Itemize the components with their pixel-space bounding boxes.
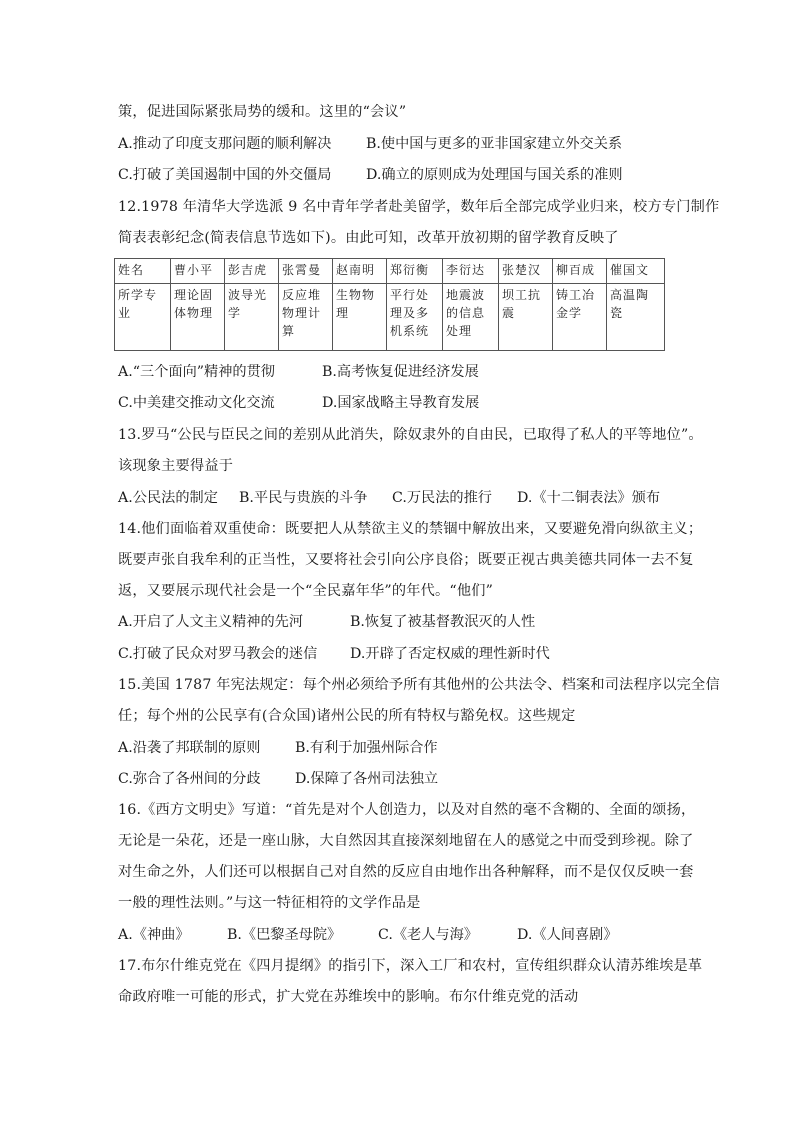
- q13-option-d: D.《十二铜表法》颁布: [517, 490, 661, 506]
- q12-option-b: B.高考恢复促进经济发展: [322, 364, 479, 380]
- q16-option-a: A.《神曲》: [118, 927, 190, 943]
- q12-option-c: C.中美建交推动文化交流: [118, 395, 275, 411]
- q15-stem-line-1: 15.美国 1787 年宪法规定：每个州必须给予所有其他州的公共法令、档案和司法程序以完全信: [118, 677, 720, 693]
- table-cell: 张霄曼: [279, 259, 333, 284]
- q13-option-a: A.公民法的制定: [118, 490, 218, 506]
- table-cell: 姓名: [115, 259, 171, 284]
- q12-stem-line-1: 12.1978 年清华大学选派 9 名中青年学者赴美留学，数年后全部完成学业归来，校方专门制作: [118, 199, 720, 215]
- q16-option-b: B.《巴黎圣母院》: [227, 927, 342, 943]
- q14-option-d: D.开辟了否定权威的理性新时代: [350, 646, 550, 662]
- q14-stem-line-1: 14.他们面临着双重使命：既要把人从禁欲主义的禁锢中解放出来，又要避免滑向纵欲主义；: [118, 521, 703, 537]
- q14-option-c: C.打破了民众对罗马教会的迷信: [118, 646, 318, 662]
- q12-stem-line-2: 简表表彰纪念(简表信息节选如下)。由此可知，改革开放初期的留学教育反映了: [118, 230, 619, 246]
- scholar-info-table: [114, 258, 665, 351]
- table-cell: 柳百成: [553, 259, 607, 284]
- q14-option-a: A.开启了人文主义精神的先河: [118, 614, 304, 630]
- q13-option-c: C.万民法的推行: [392, 490, 492, 506]
- q15-option-d: D.保障了各州司法独立: [295, 771, 439, 787]
- table-cell: 地震波的信息处理: [443, 284, 499, 351]
- q15-option-c: C.弥合了各州间的分歧: [118, 771, 261, 787]
- q15-option-a: A.沿袭了邦联制的原则: [118, 740, 261, 756]
- q14-stem-line-2: 既要声张自我牟利的正当性，又要将社会引向公序良俗；既要正视古典美德共同体一去不复: [118, 552, 694, 568]
- q16-stem-line-3: 对生命之外，人们还可以根据自己对自然的反应自由地作出各种解释，而不是仅仅反映一套: [118, 864, 694, 880]
- q12-option-d: D.国家战略主导教育发展: [322, 395, 480, 411]
- q16-option-c: C.《老人与海》: [378, 927, 478, 943]
- q16-stem-line-4: 一般的理性法则。”与这一特征相符的文学作品是: [118, 895, 421, 911]
- table-header-row: [115, 259, 665, 284]
- table-cell: 波导光学: [225, 284, 279, 351]
- table-cell: 彭吉虎: [225, 259, 279, 284]
- q11-option-b: B.使中国与更多的亚非国家建立外交关系: [366, 136, 623, 152]
- table-cell: 郑衍衡: [387, 259, 443, 284]
- q14-option-b: B.恢复了被基督教泯灭的人性: [350, 614, 536, 630]
- q12-option-a: A.“三个面向”精神的贯彻: [118, 364, 275, 380]
- table-cell: 赵南明: [333, 259, 387, 284]
- table-cell: 平行处理及多机系统: [387, 284, 443, 351]
- table-cell: 生物物理: [333, 284, 387, 351]
- q11-stem-line: 策，促进国际紧张局势的缓和。这里的“会议”: [118, 104, 407, 120]
- q16-stem-line-2: 无论是一朵花，还是一座山脉，大自然因其直接深刻地留在人的感觉之中而受到珍视。除了: [118, 833, 694, 849]
- table-cell: 所学专业: [115, 284, 171, 351]
- q11-option-a: A.推动了印度支那问题的顺利解决: [118, 136, 332, 152]
- table-cell: 反应堆物理计算: [279, 284, 333, 351]
- table-cell: 张楚汉: [499, 259, 553, 284]
- q14-stem-line-3: 返，又要展示现代社会是一个“全民嘉年华”的年代。“他们”: [118, 583, 494, 599]
- q16-stem-line-1: 16.《西方文明史》写道：“首先是对个人创造力，以及对自然的毫不含糊的、全面的颂扬，: [118, 802, 696, 818]
- table-cell: 催国文: [607, 259, 665, 284]
- q13-stem-line-1: 13.罗马“公民与臣民之间的差别从此消失，除奴隶外的自由民，已取得了私人的平等地位”。: [118, 427, 703, 443]
- q11-option-d: D.确立的原则成为处理国与国关系的准则: [366, 167, 623, 183]
- q16-option-d: D.《人间喜剧》: [517, 927, 618, 943]
- table-cell: 高温陶瓷: [607, 284, 665, 351]
- table-cell: 理论固体物理: [171, 284, 225, 351]
- q17-stem-line-2: 命政府唯一可能的形式，扩大党在苏维埃中的影响。布尔什维克党的活动: [118, 989, 579, 1005]
- table-cell: 坝工抗震: [499, 284, 553, 351]
- q15-stem-line-2: 任；每个州的公民享有(合众国)诸州公民的所有特权与豁免权。这些规定: [118, 708, 576, 724]
- table-cell: 铸工冶金学: [553, 284, 607, 351]
- table-cell: 李衍达: [443, 259, 499, 284]
- q13-stem-line-2: 该现象主要得益于: [118, 458, 234, 474]
- q15-option-b: B.有利于加强州际合作: [295, 740, 438, 756]
- table-cell: 曹小平: [171, 259, 225, 284]
- q11-option-c: C.打破了美国遏制中国的外交僵局: [118, 167, 332, 183]
- q13-option-b: B.平民与贵族的斗争: [239, 490, 368, 506]
- q17-stem-line-1: 17.布尔什维克党在《四月提纲》的指引下，深入工厂和农村，宣传组织群众认清苏维埃是革: [118, 958, 703, 974]
- table-row: [115, 284, 665, 351]
